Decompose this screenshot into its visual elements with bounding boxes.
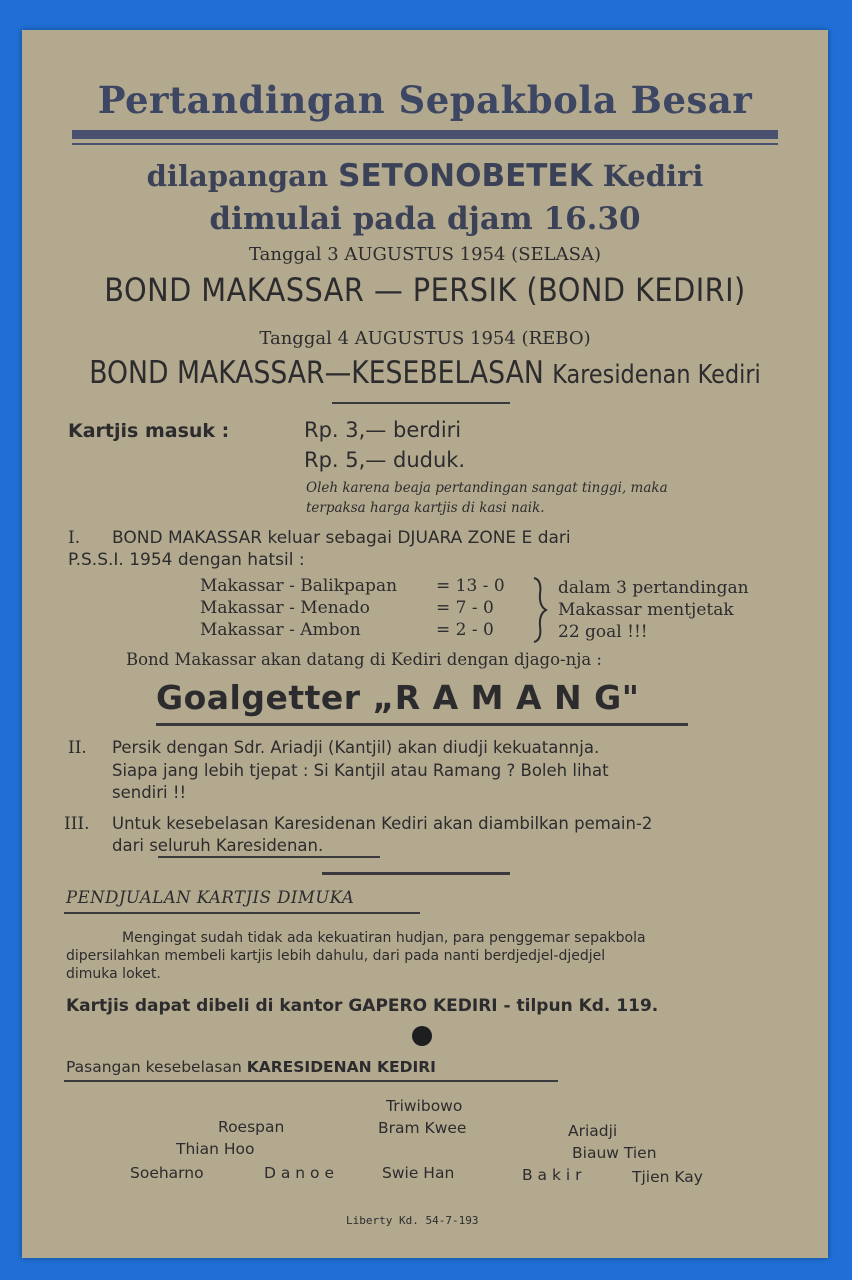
presale-line1: Mengingat sudah tidak ada kekuatiran hudjan, para penggemar sepakbola	[122, 930, 646, 946]
ticket-price-seated: Rp. 5,— duduk.	[304, 448, 466, 472]
section2-line2: Siapa jang lebih tjepat : Si Kantjil atau Ramang ? Boleh lihat	[112, 761, 609, 780]
ticket-note-2: terpaksa harga kartjis di kasi naik.	[306, 500, 545, 516]
poster-title: Pertandingan Sepakbola Besar	[97, 78, 753, 122]
summary-2: Makassar mentjetak	[558, 600, 734, 620]
results-brace	[530, 576, 552, 644]
section2-number: II.	[68, 738, 87, 758]
player-forward-5: Tjien Kay	[632, 1168, 703, 1186]
section1-line1: BOND MAKASSAR keluar sebagai DJUARA ZONE E dari	[112, 528, 571, 548]
match2-teams-bold: BOND MAKASSAR—KESEBELASAN	[89, 355, 544, 391]
result-3	[200, 620, 361, 640]
venue-line	[22, 158, 828, 194]
player-back-left: Roespan	[218, 1118, 285, 1136]
section1-line2: P.S.S.I. 1954 dengan hatsil :	[68, 550, 305, 570]
ticket-note-1: Oleh karena beaja pertandingan sangat tinggi, maka	[306, 480, 668, 496]
start-time: dimulai pada djam 16.30	[209, 201, 641, 237]
result-2-match: Makassar - Menado	[200, 598, 370, 618]
section1-number: I.	[68, 528, 81, 548]
presale-line3: dimuka loket.	[66, 966, 161, 982]
result-3-match: Makassar - Ambon	[200, 620, 361, 640]
ticket-label: Kartjis masuk :	[68, 420, 230, 442]
player-back-right: Ariadji	[568, 1122, 618, 1140]
lineup-heading-bold: KARESIDENAN KEDIRI	[246, 1058, 436, 1076]
lineup-heading	[66, 1058, 436, 1076]
arrival-text: Bond Makassar akan datang di Kediri dengan djago-nja :	[126, 650, 602, 669]
player-forward-4: B a k i r	[522, 1166, 582, 1184]
player-forward-3: Swie Han	[382, 1164, 455, 1182]
result-3-score: = 2 - 0	[436, 620, 494, 640]
section3-underline	[158, 856, 380, 858]
star-underline	[156, 723, 688, 726]
result-2-score: = 7 - 0	[436, 598, 494, 618]
venue-name: SETONOBETEK	[338, 158, 593, 194]
match2-teams	[78, 355, 771, 391]
lineup-underline	[64, 1080, 558, 1082]
summary-3: 22 goal !!!	[558, 622, 648, 642]
lineup-heading-prefix: Pasangan kesebelasan	[66, 1058, 242, 1076]
divider-2	[322, 872, 510, 875]
match1-teams: BOND MAKASSAR — PERSIK (BOND KEDIRI)	[104, 271, 746, 309]
section3-line2: dari seluruh Karesidenan.	[112, 836, 324, 855]
ticket-office: Kartjis dapat dibeli di kantor GAPERO KEDIRI - tilpun Kd. 119.	[66, 996, 659, 1016]
player-back-center: Bram Kwee	[378, 1119, 467, 1137]
match1-date: Tanggal 3 AUGUSTUS 1954 (SELASA)	[249, 244, 601, 265]
result-2	[200, 598, 370, 618]
section2-line3: sendiri !!	[112, 783, 187, 802]
title-underline-thick	[72, 130, 778, 139]
result-1-match: Makassar - Balikpapan	[200, 576, 398, 596]
section3-line1: Untuk kesebelasan Karesidenan Kediri akan diambilkan pemain-2	[112, 814, 653, 833]
summary-1: dalam 3 pertandingan	[558, 578, 749, 598]
title-underline-thin	[72, 143, 778, 145]
player-half-left: Thian Hoo	[176, 1140, 255, 1158]
result-1	[200, 576, 397, 596]
presale-underline	[64, 912, 420, 914]
player-forward-1: Soeharno	[130, 1164, 204, 1182]
player-forward-2: D a n o e	[264, 1164, 334, 1182]
match2-date: Tanggal 4 AUGUSTUS 1954 (REBO)	[259, 328, 591, 349]
presale-line2: dipersilahkan membeli kartjis lebih dahulu, dari pada nanti berdjedjel-djedjel	[66, 948, 606, 964]
ticket-price-standing: Rp. 3,— berdiri	[304, 418, 462, 442]
star-player: Goalgetter „R A M A N G"	[156, 678, 640, 717]
section2-line1: Persik dengan Sdr. Ariadji (Kantjil) akan diudji kekuatannja.	[112, 738, 600, 757]
presale-heading: PENDJUALAN KARTJIS DIMUKA	[66, 888, 355, 907]
player-half-right: Biauw Tien	[572, 1144, 657, 1162]
venue-prefix: dilapangan	[146, 159, 329, 193]
divider-1	[332, 402, 510, 404]
result-1-score: = 13 - 0	[436, 576, 505, 596]
player-goalkeeper: Triwibowo	[386, 1097, 463, 1115]
section3-number: III.	[64, 814, 90, 834]
venue-city: Kediri	[602, 159, 704, 193]
poster-sheet	[22, 30, 828, 1258]
match2-teams-rest: Karesidenan Kediri	[552, 360, 761, 390]
bullet-dot	[412, 1026, 432, 1046]
printer-mark: Liberty Kd. 54-7-193	[346, 1214, 479, 1227]
